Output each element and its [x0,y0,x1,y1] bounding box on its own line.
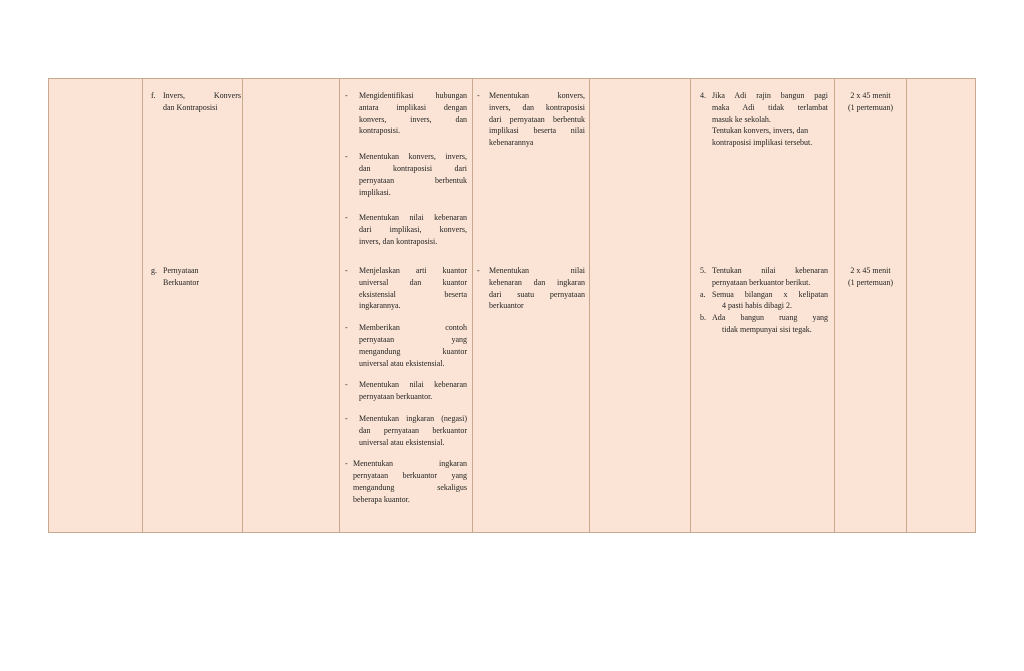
column-divider [339,79,340,532]
bullet-dash: - [345,213,348,223]
activity-line: universal atau eksistensial. [359,358,445,368]
activity-item [345,379,467,403]
topic-marker: g. [151,266,157,275]
sub-line: Semua bilangan x kelipatan [712,289,828,299]
bullet-dash: - [345,380,348,390]
activity-line: kontraposisi. [359,126,401,136]
sub-question-a [700,289,828,313]
activity-item [345,265,467,312]
indicator-line: kebenaran dan ingkaran [489,277,585,287]
activity-line: dari implikasi, konvers, [359,225,467,235]
column-divider [142,79,143,532]
time-duration: 2 x 45 menit [850,91,891,100]
indicator-line: implikasi beserta nilai [489,126,585,136]
indicator-line: Menentukan nilai [489,266,585,275]
sub-question-b [700,312,828,336]
sub-line: tidak mempunyai sisi tegak. [722,324,812,334]
activity-line: pernyataan berkuantor yang [353,471,467,481]
activity-line: pernyataan berbentuk [359,175,467,185]
activity-line: dan kontraposisi dari [359,163,467,173]
assessment-line: kontraposisi implikasi tersebut. [712,138,813,148]
activity-line: Menentukan nilai kebenaran [359,213,467,223]
topic-marker: f. [151,91,156,100]
bullet-dash: - [345,413,348,423]
activity-line: konvers, invers, dan [359,114,467,124]
topic-g [151,265,241,289]
indicator-line: berkuantor [489,301,524,311]
activity-line: implikasi. [359,187,391,197]
indicator-line: dari pernyataan berbentuk [489,114,585,124]
activity-line: Menentukan konvers, invers, [359,152,467,162]
time-duration: 2 x 45 menit [850,266,891,275]
activity-line: Memberikan contoh [359,323,467,333]
activity-line: eksistensial beserta [359,289,467,299]
indicator-f [477,90,585,149]
activity-line: universal dan kuantor [359,277,467,287]
bullet-dash: - [345,91,348,100]
time-sessions: (1 pertemuan) [847,102,894,112]
activity-line: antara implikasi dengan [359,102,467,112]
activity-line: mengandung kuantor [359,346,467,356]
activity-line: Menentukan ingkaran [353,459,467,469]
indicator-line: Menentukan konvers, [489,91,585,100]
column-divider [834,79,835,532]
bullet-dash: - [345,266,348,275]
assessment-f [700,90,828,149]
bullet-dash: - [345,323,348,333]
activity-line: universal atau eksistensial. [359,437,445,447]
activities-f [345,90,467,248]
topic-line: Berkuantor [163,277,199,287]
column-divider [589,79,590,532]
activities-g [345,265,467,506]
activity-item [345,90,467,137]
activity-line: dan pernyataan berkuantor [359,425,467,435]
activity-line: Mengidentifikasi hubungan [359,91,467,100]
sub-label: b. [700,313,706,323]
topic-line: Invers, Konvers [163,91,241,100]
topic-f [151,90,241,114]
indicator-line: dari suatu pernyataan [489,289,585,299]
assessment-line: maka Adi tidak terlambat [712,102,828,112]
activity-line: ingkarannya. [359,301,401,311]
time-sessions: (1 pertemuan) [847,277,894,287]
assessment-line: masuk ke sekolah. [712,114,771,124]
bullet-dash: - [477,91,480,100]
question-number: 5. [700,266,706,275]
assessment-line: Jika Adi rajin bangun pagi [712,91,828,100]
assessment-line: Tentukan nilai kebenaran [712,266,828,275]
activity-line: pernyataan berkuantor. [359,392,433,402]
activity-line: Menjelaskan arti kuantor [359,266,467,275]
indicator-line: invers, dan kontraposisi [489,102,585,112]
activity-line: Menentukan ingkaran (negasi) [359,413,467,423]
indicator-g [477,265,585,312]
assessment-line: pernyataan berkuantor berikut. [712,277,811,287]
activity-line: Menentukan nilai kebenaran [359,380,467,390]
syllabus-table [48,78,976,533]
activity-line: invers, dan kontraposisi. [359,236,438,246]
time-g [835,265,906,289]
activity-item [345,322,467,369]
activity-line: mengandung sekaligus [353,482,467,492]
activity-item [345,212,467,247]
activity-item [345,151,467,198]
bullet-dash: - [345,152,348,162]
indicator-line: kebenarannya [489,138,534,148]
column-divider [690,79,691,532]
assessment-line: Tentukan konvers, invers, dan [712,126,809,136]
column-divider [242,79,243,532]
sub-line: Ada bangun ruang yang [712,313,828,323]
sub-line: 4 pasti habis dibagi 2. [722,301,792,311]
activity-line: beberapa kuantor. [353,494,410,504]
question-number: 4. [700,91,706,100]
bullet-dash: - [477,266,480,275]
assessment-g [700,265,828,336]
bullet-dash: - [345,459,348,469]
activity-item [345,413,467,448]
column-divider [906,79,907,532]
activity-item [345,458,467,505]
sub-label: a. [700,289,706,299]
activity-line: pernyataan yang [359,334,467,344]
time-f [835,90,906,114]
topic-line: dan Kontraposisi [163,102,218,112]
topic-line: Pernyataan [163,266,199,275]
column-divider [472,79,473,532]
